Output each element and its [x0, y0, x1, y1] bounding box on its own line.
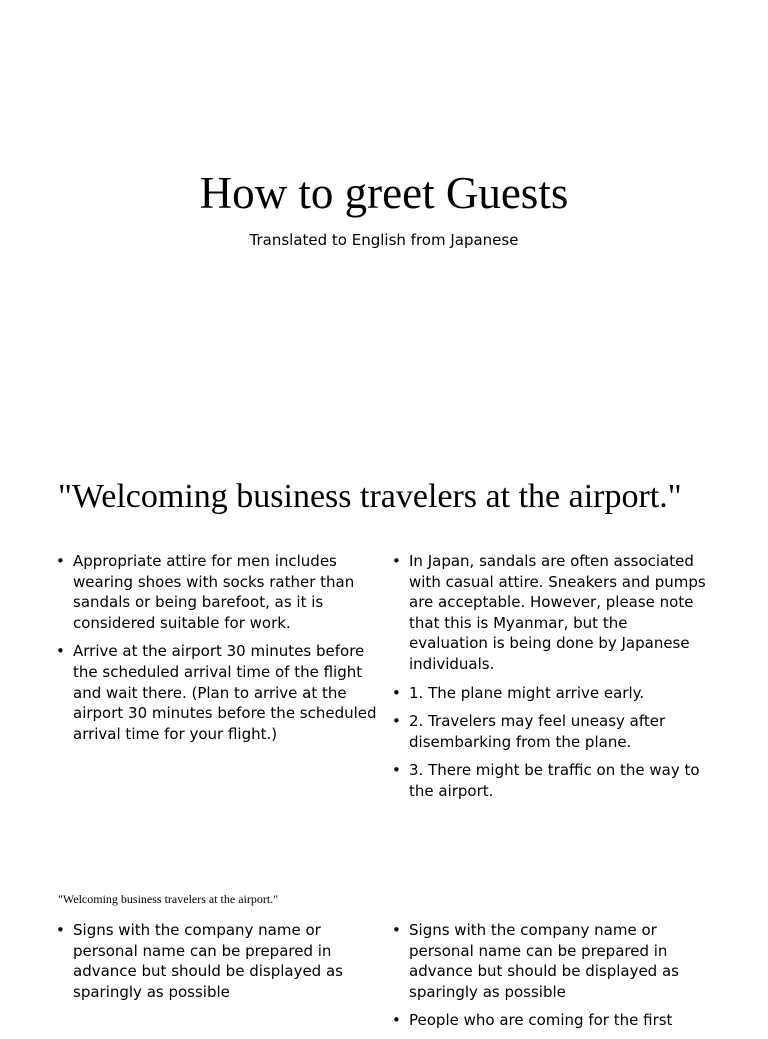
list-item — [56, 641, 378, 744]
list-item — [392, 711, 710, 752]
right-bullet-list-2 — [392, 920, 710, 1039]
section-heading-small: "Welcoming business travelers at the airport." — [58, 892, 279, 906]
list-item — [56, 920, 378, 1002]
bullet-icon: • — [392, 1011, 401, 1030]
bullet-icon: • — [56, 921, 65, 939]
slide-title: How to greet Guests — [199, 168, 569, 218]
section-heading: "Welcoming business travelers at the airport." — [58, 478, 682, 515]
bullet-text: In Japan, sandals are often associated with casual attire. Sneakers and pumps are acceptable. However, please note that this is Myanmar, but the evaluation is being done by Japanese individuals. — [409, 552, 706, 673]
bullet-text: Appropriate attire for men includes wearing shoes with socks rather than sandals or being barefoot, as it is considered suitable for work. — [73, 552, 355, 632]
bullet-text: 1. The plane might arrive early. — [409, 683, 645, 702]
left-bullet-list-2 — [56, 920, 378, 1010]
bullet-icon: • — [56, 642, 65, 661]
bullet-icon: • — [392, 712, 401, 731]
left-bullet-list — [56, 551, 378, 752]
right-bullet-list — [392, 551, 710, 810]
list-item — [392, 551, 710, 675]
bullet-text: People who are coming for the first — [409, 1011, 673, 1030]
list-item — [56, 551, 378, 633]
bullet-text: Signs with the company name or personal name can be prepared in advance but should be displayed as sparingly as possible — [73, 921, 343, 1001]
bullet-icon: • — [392, 761, 401, 780]
bullet-text: 3. There might be traffic on the way to the airport. — [409, 761, 700, 800]
list-item — [392, 683, 710, 704]
bullet-icon: • — [392, 921, 401, 939]
bullet-text: Arrive at the airport 30 minutes before the scheduled arrival time of the flight and wait there. (Plan to arrive at the airport 30 minutes before the scheduled arrival time for your flight.) — [73, 642, 377, 743]
list-item — [392, 1010, 710, 1031]
slide-subtitle: Translated to English from Japanese — [249, 231, 519, 249]
bullet-icon: • — [56, 552, 65, 570]
bullet-text: Signs with the company name or personal name can be prepared in advance but should be displayed as sparingly as possible — [409, 921, 679, 1001]
bullet-icon: • — [392, 683, 401, 702]
bullet-icon: • — [392, 552, 401, 570]
bullet-text: 2. Travelers may feel uneasy after disembarking from the plane. — [409, 712, 666, 751]
list-item — [392, 920, 710, 1002]
list-item — [392, 760, 710, 801]
